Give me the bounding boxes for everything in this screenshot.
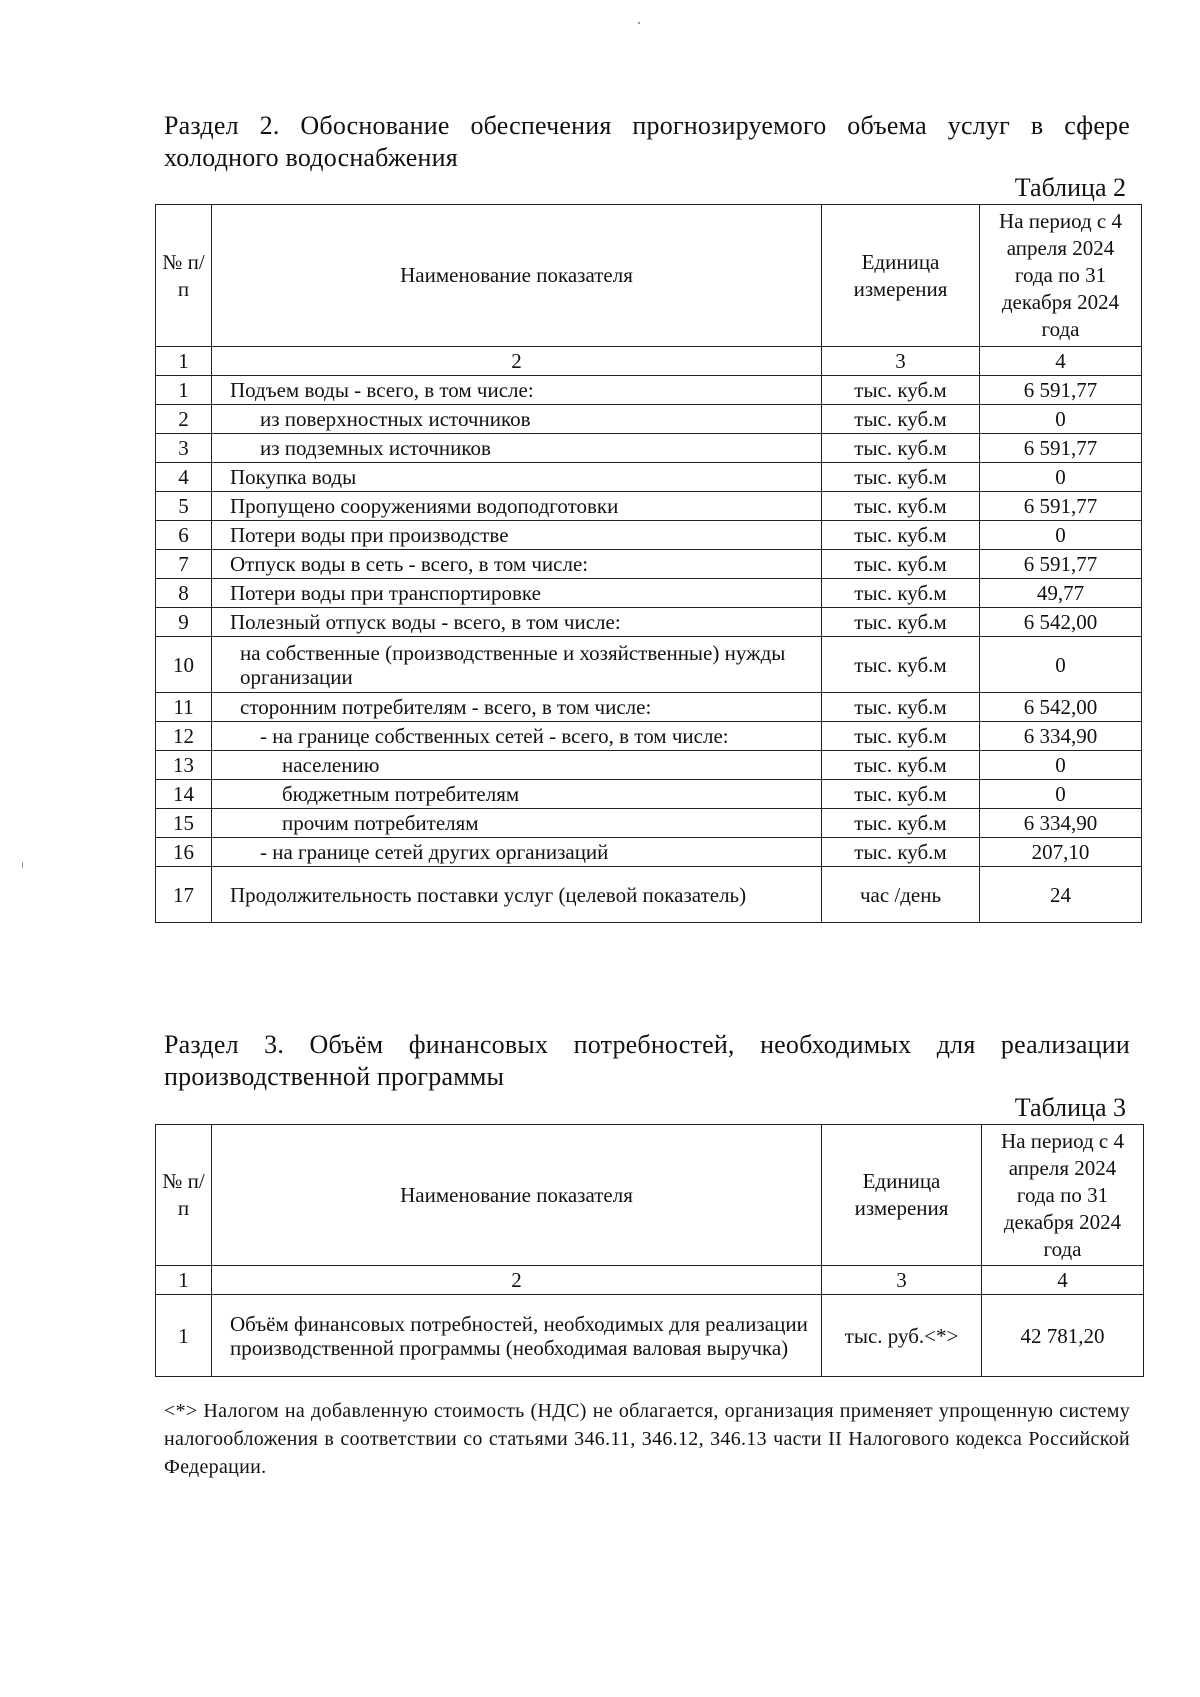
row-unit: тыс. куб.м xyxy=(822,780,980,809)
table2-header-row xyxy=(156,205,1142,347)
row-value: 6 542,00 xyxy=(980,693,1142,722)
row-unit: тыс. куб.м xyxy=(822,550,980,579)
col-number: 3 xyxy=(822,347,980,376)
row-unit: тыс. куб.м xyxy=(822,376,980,405)
row-value: 6 591,77 xyxy=(980,550,1142,579)
header-unit: Единица измерения xyxy=(822,205,980,347)
table-row xyxy=(156,608,1142,637)
table-row xyxy=(156,376,1142,405)
table-row xyxy=(156,579,1142,608)
table-row xyxy=(156,693,1142,722)
row-unit: тыс. куб.м xyxy=(822,809,980,838)
header-name: Наименование показателя xyxy=(212,1125,822,1266)
row-unit: тыс. куб.м xyxy=(822,492,980,521)
col-number: 4 xyxy=(982,1266,1144,1295)
row-value: 49,77 xyxy=(980,579,1142,608)
row-unit: тыс. куб.м xyxy=(822,608,980,637)
row-value: 6 591,77 xyxy=(980,376,1142,405)
table3-header-row xyxy=(156,1125,1144,1266)
row-name: Отпуск воды в сеть - всего, в том числе: xyxy=(212,550,822,579)
row-value: 0 xyxy=(980,751,1142,780)
row-name: Продолжительность поставки услуг (целевой показатель) xyxy=(212,867,822,923)
row-num: 11 xyxy=(156,693,212,722)
scan-speck xyxy=(638,22,640,24)
row-name: из поверхностных источников xyxy=(212,405,822,434)
row-name: Полезный отпуск воды - всего, в том числе: xyxy=(212,608,822,637)
row-value: 0 xyxy=(980,637,1142,693)
row-unit: тыс. куб.м xyxy=(822,637,980,693)
row-name: сторонним потребителям - всего, в том числе: xyxy=(212,693,822,722)
col-number: 1 xyxy=(156,347,212,376)
row-num: 1 xyxy=(156,1295,212,1377)
row-name: населению xyxy=(212,751,822,780)
table-row xyxy=(156,1295,1144,1377)
row-num: 2 xyxy=(156,405,212,434)
row-unit: тыс. куб.м xyxy=(822,751,980,780)
table-row xyxy=(156,521,1142,550)
row-value: 6 334,90 xyxy=(980,809,1142,838)
table-3 xyxy=(155,1124,1144,1377)
row-num: 3 xyxy=(156,434,212,463)
table-row xyxy=(156,809,1142,838)
row-name: Потери воды при транспортировке xyxy=(212,579,822,608)
row-unit: тыс. руб.<*> xyxy=(822,1295,982,1377)
row-num: 13 xyxy=(156,751,212,780)
row-value: 6 542,00 xyxy=(980,608,1142,637)
row-num: 6 xyxy=(156,521,212,550)
row-name: из подземных источников xyxy=(212,434,822,463)
table-row xyxy=(156,550,1142,579)
col-number: 3 xyxy=(822,1266,982,1295)
row-unit: тыс. куб.м xyxy=(822,693,980,722)
table-row xyxy=(156,838,1142,867)
row-value: 6 334,90 xyxy=(980,722,1142,751)
header-period: На период с 4 апреля 2024 года по 31 декабря 2024 года xyxy=(982,1125,1144,1266)
row-value: 0 xyxy=(980,463,1142,492)
table-row xyxy=(156,492,1142,521)
table-row xyxy=(156,463,1142,492)
table3-colnum-row xyxy=(156,1266,1144,1295)
row-unit: тыс. куб.м xyxy=(822,463,980,492)
row-unit: тыс. куб.м xyxy=(822,579,980,608)
row-num: 16 xyxy=(156,838,212,867)
row-name: Покупка воды xyxy=(212,463,822,492)
col-number: 2 xyxy=(212,347,822,376)
row-value: 0 xyxy=(980,780,1142,809)
row-num: 1 xyxy=(156,376,212,405)
table2-caption: Таблица 2 xyxy=(1014,173,1126,202)
row-unit: тыс. куб.м xyxy=(822,838,980,867)
row-num: 9 xyxy=(156,608,212,637)
row-num: 14 xyxy=(156,780,212,809)
row-num: 7 xyxy=(156,550,212,579)
scan-speck xyxy=(22,862,23,868)
table2-colnum-row xyxy=(156,347,1142,376)
row-num: 12 xyxy=(156,722,212,751)
row-value: 0 xyxy=(980,405,1142,434)
table-row xyxy=(156,780,1142,809)
row-name: Потери воды при производстве xyxy=(212,521,822,550)
col-number: 2 xyxy=(212,1266,822,1295)
row-name: Пропущено сооружениями водоподготовки xyxy=(212,492,822,521)
row-value: 24 xyxy=(980,867,1142,923)
table-row xyxy=(156,751,1142,780)
table-row xyxy=(156,867,1142,923)
row-value: 207,10 xyxy=(980,838,1142,867)
row-num: 4 xyxy=(156,463,212,492)
row-num: 17 xyxy=(156,867,212,923)
section2-title: Раздел 2. Обоснование обеспечения прогнозируемого объема услуг в сфере холодного водоснабжения xyxy=(164,111,1130,172)
footnote: <*> Налогом на добавленную стоимость (НДС) не облагается, организация применяет упрощенную систему налогообложения в соответствии со статьями 346.11, 346.12, 346.13 части II Налогового кодекса Российской Федерации. xyxy=(164,1400,1130,1478)
section3-title: Раздел 3. Объём финансовых потребностей, необходимых для реализации производственной программы xyxy=(164,1030,1130,1091)
row-name: бюджетным потребителям xyxy=(212,780,822,809)
row-unit: тыс. куб.м xyxy=(822,405,980,434)
row-value: 0 xyxy=(980,521,1142,550)
row-unit: тыс. куб.м xyxy=(822,434,980,463)
header-name: Наименование показателя xyxy=(212,205,822,347)
row-name: на собственные (производственные и хозяйственные) нужды организации xyxy=(212,637,822,693)
row-unit: час /день xyxy=(822,867,980,923)
table-row xyxy=(156,434,1142,463)
row-num: 10 xyxy=(156,637,212,693)
row-name: прочим потребителям xyxy=(212,809,822,838)
row-value: 6 591,77 xyxy=(980,492,1142,521)
row-unit: тыс. куб.м xyxy=(822,521,980,550)
row-num: 8 xyxy=(156,579,212,608)
header-unit: Единица измерения xyxy=(822,1125,982,1266)
row-value: 6 591,77 xyxy=(980,434,1142,463)
row-name: Подъем воды - всего, в том числе: xyxy=(212,376,822,405)
header-num: № п/п xyxy=(156,205,212,347)
row-name: - на границе собственных сетей - всего, в том числе: xyxy=(212,722,822,751)
row-name: Объём финансовых потребностей, необходимых для реализации производственной программы (необходимая валовая выручка) xyxy=(212,1295,822,1377)
row-num: 5 xyxy=(156,492,212,521)
row-value: 42 781,20 xyxy=(982,1295,1144,1377)
row-name: - на границе сетей других организаций xyxy=(212,838,822,867)
table-row xyxy=(156,722,1142,751)
table-row xyxy=(156,405,1142,434)
row-num: 15 xyxy=(156,809,212,838)
table-2 xyxy=(155,204,1142,923)
row-unit: тыс. куб.м xyxy=(822,722,980,751)
table-row xyxy=(156,637,1142,693)
col-number: 1 xyxy=(156,1266,212,1295)
table3-caption: Таблица 3 xyxy=(1014,1093,1126,1122)
header-period: На период с 4 апреля 2024 года по 31 декабря 2024 года xyxy=(980,205,1142,347)
col-number: 4 xyxy=(980,347,1142,376)
header-num: № п/п xyxy=(156,1125,212,1266)
